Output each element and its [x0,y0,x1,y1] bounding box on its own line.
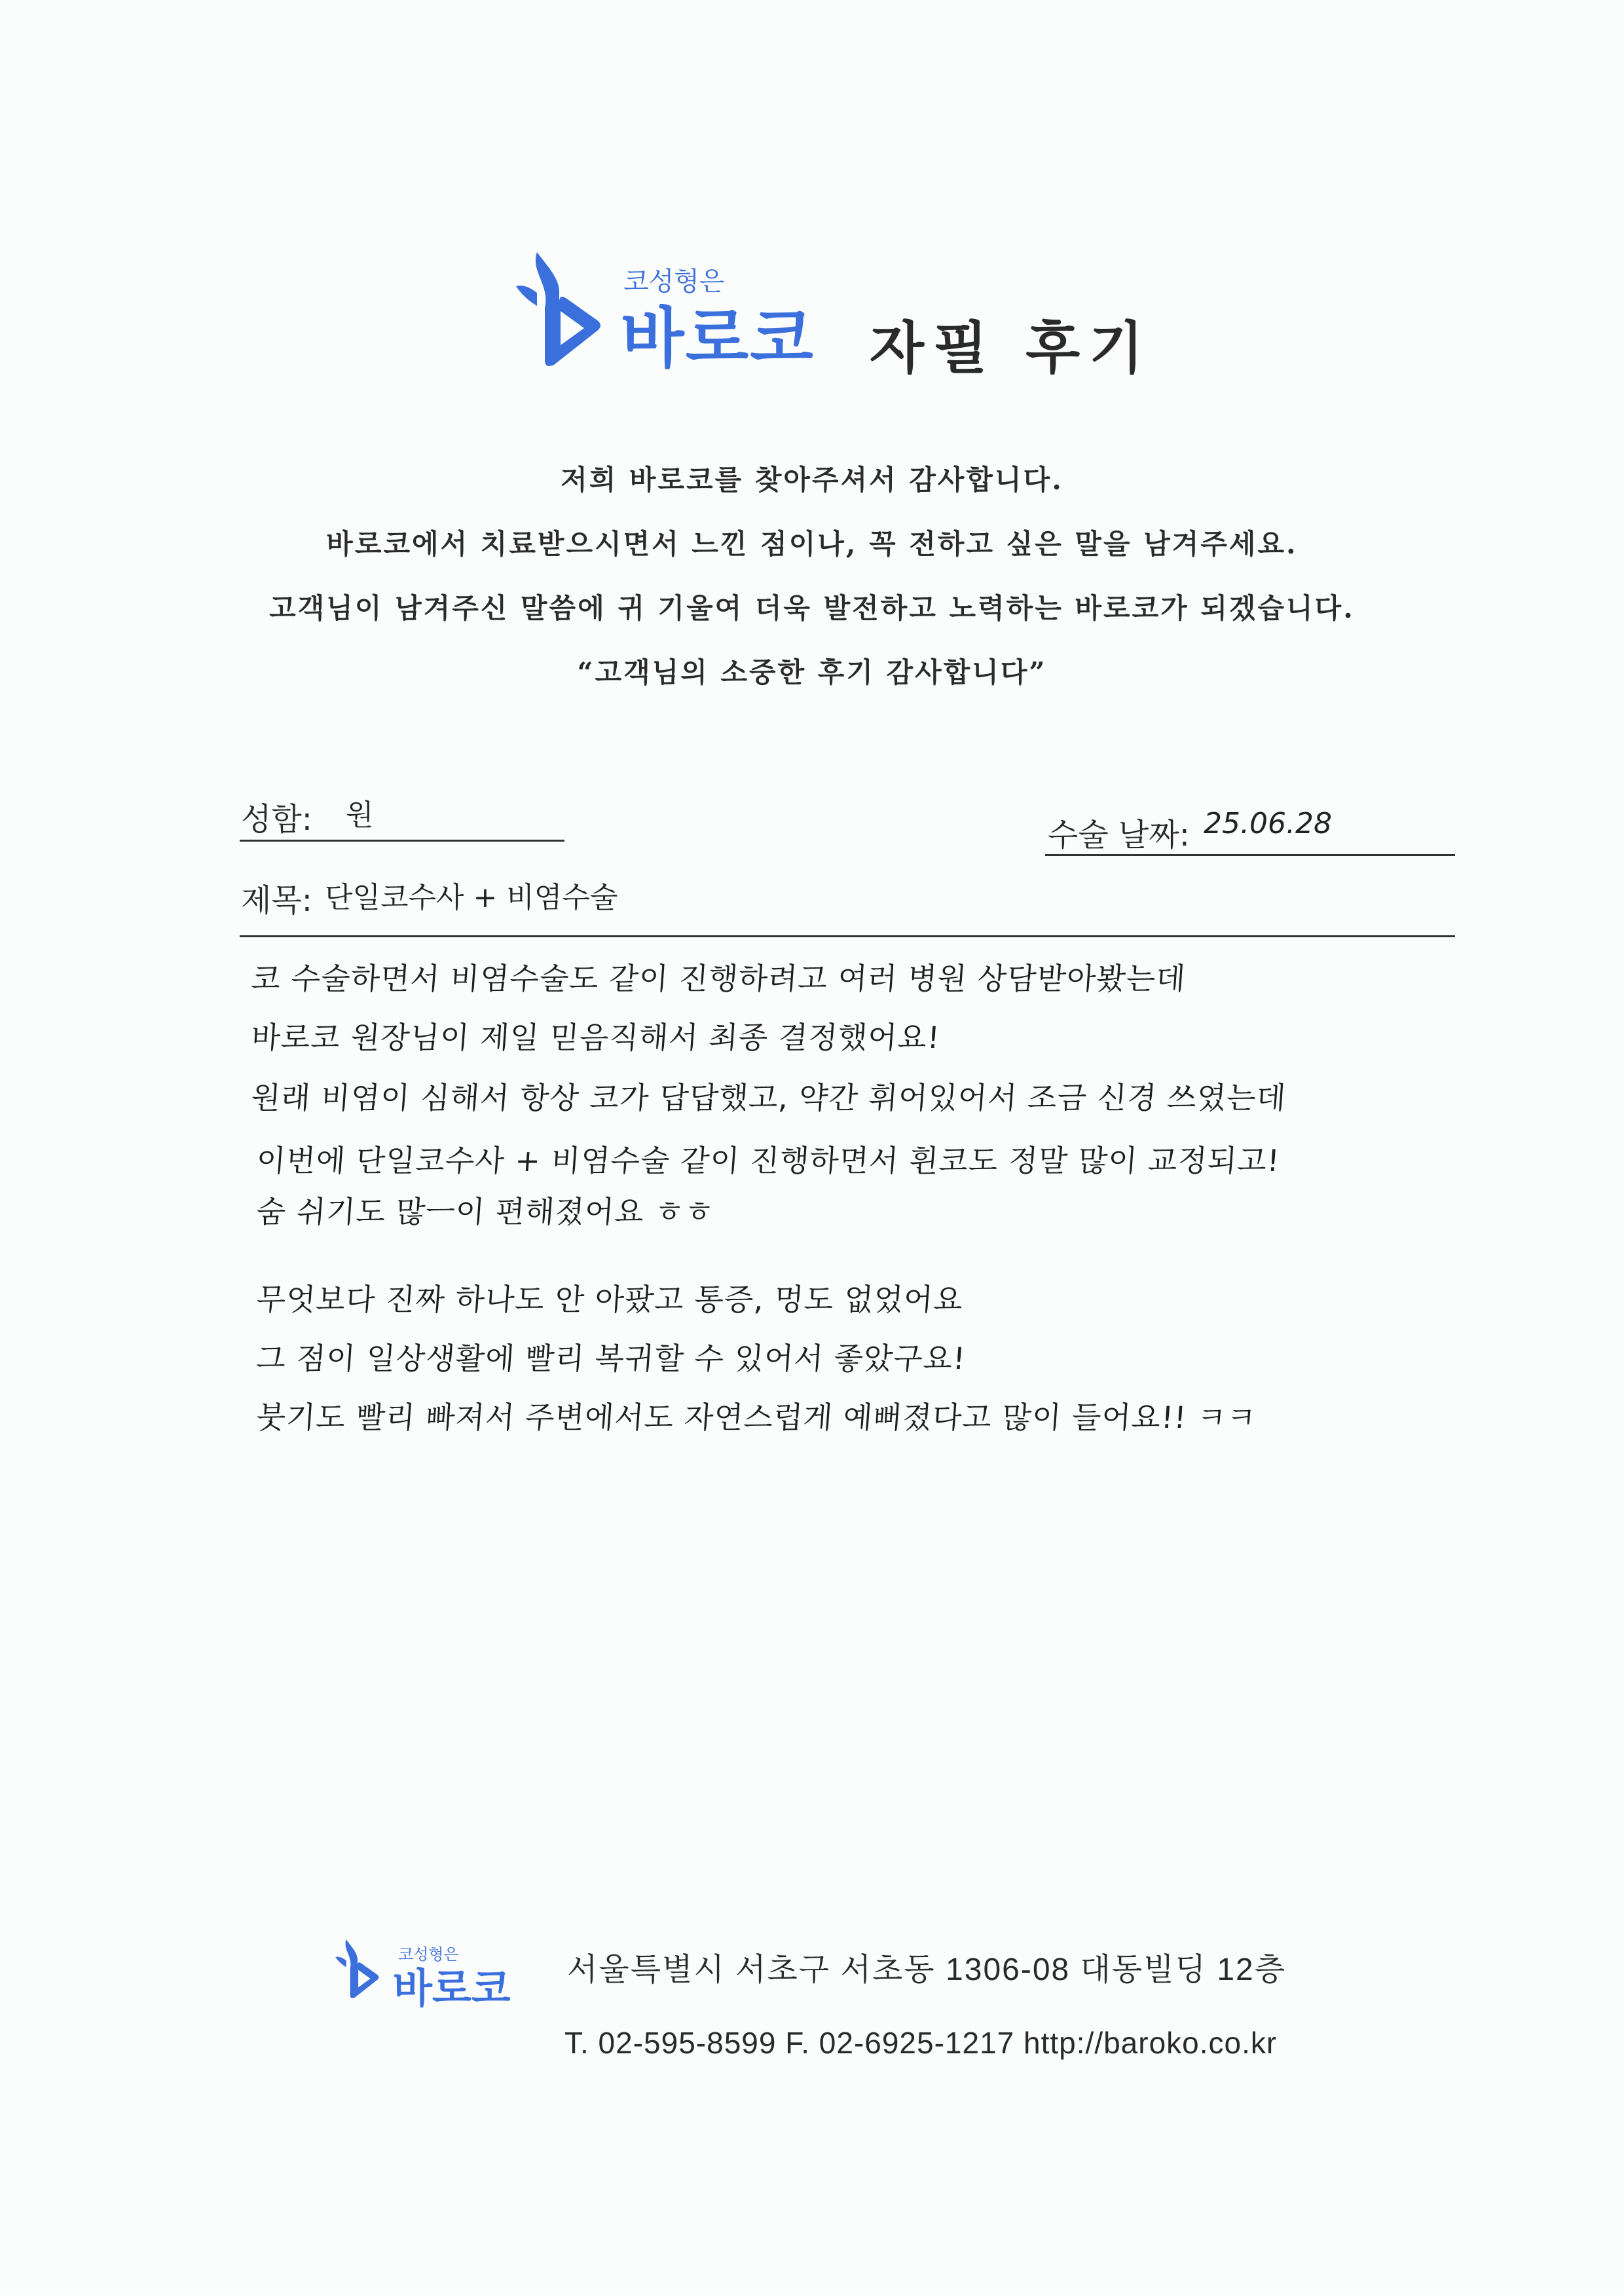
footer-contact: T. 02-595-8599 F. 02-6925-1217 http://baroko.co.kr [564,2026,1278,2060]
review-line: 그 점이 일상생활에 빨리 복귀할 수 있어서 좋았구요! [255,1341,967,1376]
review-line: 바로코 원장님이 제일 믿음직해서 최종 결정했어요! [249,1020,942,1055]
review-line: 붓기도 빨리 빠져서 주변에서도 자연스럽게 예뻐졌다고 많이 들어요!! ㅋㅋ [255,1400,1258,1435]
logo-wordmark: 바로코 [621,300,815,377]
page-title: 자필 후기 [870,316,1153,381]
intro-line-1: 저희 바로코를 찾아주셔서 감사합니다. [561,464,1063,496]
footer-logo-wordmark: 바로코 [393,1964,511,2012]
name-label: 성함: [241,801,312,838]
surgery-date-label: 수술 날짜: [1048,817,1190,853]
footer-logo-subtitle: 코성형은 [398,1945,459,1964]
review-line: 코 수술하면서 비염수술도 같이 진행하려고 여러 병원 상담받아봤는데 [249,961,1187,996]
footer-logo-icon [333,1932,380,2004]
intro-line-3: 고객님이 남겨주신 말씀에 귀 기울여 더욱 발전하고 노력하는 바로코가 되겠습니다. [269,592,1355,624]
baroko-logo-icon [511,246,602,370]
surgery-date-value: 25.06.28 [1204,807,1332,840]
name-value: 원 [346,798,374,832]
intro-quote: “고객님의 소중한 후기 감사합니다” [577,656,1047,688]
subject-value: 단일코수사 + 비염수술 [325,881,618,914]
review-line: 무엇보다 진짜 하나도 안 아팠고 통증, 멍도 없었어요 [255,1282,965,1317]
review-line: 원래 비염이 심해서 항상 코가 답답했고, 약간 휘어있어서 조금 신경 쓰였는데 [249,1080,1288,1115]
name-underline [240,840,564,842]
subject-underline [240,935,1455,937]
intro-line-2: 바로코에서 치료받으시면서 느낀 점이나, 꼭 전하고 싶은 말을 남겨주세요. [326,528,1298,560]
date-underline [1045,854,1455,856]
review-line: 이번에 단일코수사 + 비염수술 같이 진행하면서 휜코도 정말 많이 교정되고! [255,1143,1282,1178]
review-line: 숨 쉬기도 많ㅡ이 편해졌어요 ㅎㅎ [255,1194,716,1229]
logo-subtitle: 코성형은 [623,267,725,297]
footer-address: 서울특별시 서초구 서초동 1306-08 대동빌딩 12층 [567,1952,1287,1987]
subject-label: 제목: [241,882,312,919]
